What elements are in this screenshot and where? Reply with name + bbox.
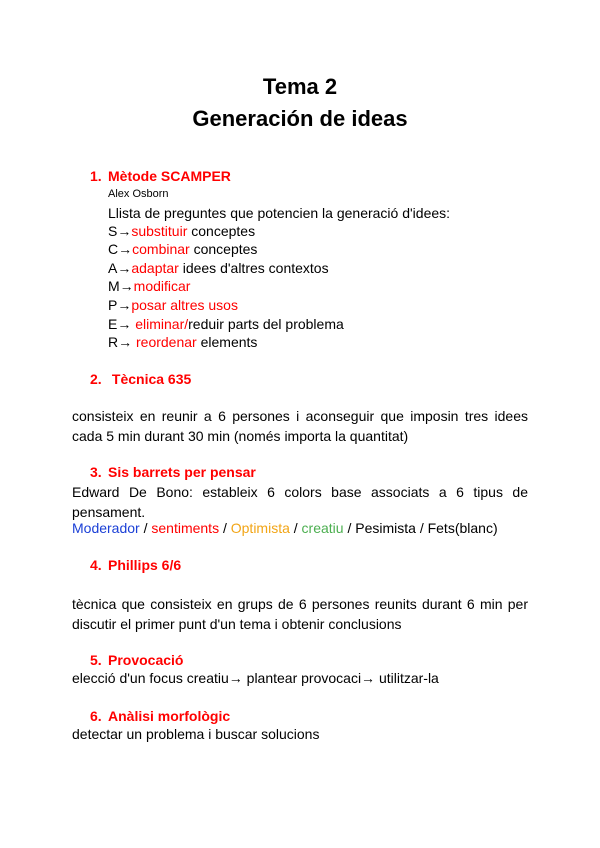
section-paragraph: detectar un problema i buscar solucions (72, 726, 320, 742)
hat-moderador: Moderador (72, 520, 140, 536)
list-item (108, 296, 238, 314)
section-heading-tecnica-635 (90, 370, 191, 388)
section-title: Provocació (108, 652, 184, 668)
item-highlight: substituir (131, 223, 188, 239)
list-item (108, 277, 190, 295)
item-highlight: adaptar (131, 260, 179, 276)
section-title: Mètode SCAMPER (108, 168, 231, 184)
section-heading-scamper (90, 167, 231, 185)
section-heading-analisi (90, 707, 230, 725)
hat-sentiments: sentiments (151, 520, 220, 536)
separator: / (219, 520, 231, 536)
item-prefix: C→ (108, 241, 133, 257)
separator: / (289, 520, 302, 536)
list-item (108, 259, 329, 277)
item-highlight: reordenar (136, 334, 197, 350)
section-title: Anàlisi morfològic (108, 708, 231, 724)
section-heading-provocacio (90, 651, 183, 669)
list-item (108, 222, 255, 240)
hat-creatiu: creatiu (301, 520, 344, 536)
item-prefix: E→ (108, 316, 136, 332)
section-paragraph: elecció d'un focus creatiu→ plantear provocaci→ utilitzar-la (72, 670, 439, 686)
intro-line: Llista de preguntes que potencien la generació d'idees: (108, 205, 451, 221)
list-item (108, 240, 257, 258)
page-title: Tema 2 (262, 74, 338, 99)
section-number: 5. (90, 652, 102, 668)
item-suffix: conceptes (189, 241, 258, 257)
item-prefix: R→ (108, 334, 136, 350)
hats-color-list (72, 519, 498, 537)
item-suffix: idees d'altres contextos (178, 260, 329, 276)
item-prefix: M→ (108, 278, 134, 294)
section-number: 3. (90, 464, 102, 480)
author-line: Alex Osborn (108, 188, 169, 200)
hat-optimista: Optimista (230, 520, 290, 536)
section-number: 2. (90, 371, 102, 387)
section-title: Sis barrets per pensar (108, 464, 256, 480)
separator: / (139, 520, 152, 536)
list-item (108, 333, 257, 351)
item-prefix: P→ (108, 297, 132, 313)
item-suffix: elements (196, 334, 258, 350)
item-prefix: S→ (108, 223, 132, 239)
item-highlight: eliminar/ (135, 316, 189, 332)
section-number: 1. (90, 168, 102, 184)
section-title: Tècnica 635 (108, 371, 192, 387)
item-suffix: reduir parts del problema (188, 316, 344, 332)
item-prefix: A→ (108, 260, 132, 276)
item-highlight: posar altres usos (131, 297, 238, 313)
section-paragraph: consisteix en reunir a 6 persones i aconseguir que imposin tres idees cada 5 min durant 30 min (només importa la quantitat) (72, 408, 528, 444)
list-item (108, 315, 344, 333)
item-highlight: combinar (132, 241, 190, 257)
item-suffix: conceptes (187, 223, 256, 239)
page-subtitle: Generación de ideas (192, 106, 408, 131)
section-paragraph: tècnica que consisteix en grups de 6 persones reunits durant 6 min per discutir el primer punt d'un tema i obtenir conclusions (72, 596, 528, 632)
item-highlight: modificar (133, 278, 191, 294)
section-title: Phillips 6/6 (108, 557, 182, 573)
section-number: 6. (90, 708, 102, 724)
section-paragraph: Edward De Bono: estableix 6 colors base associats a 6 tipus de pensament. (72, 484, 528, 520)
section-heading-phillips (90, 556, 181, 574)
hat-rest: / Pesimista / Fets(blanc) (343, 520, 498, 536)
section-number: 4. (90, 557, 102, 573)
section-heading-sis-barrets (90, 463, 256, 481)
